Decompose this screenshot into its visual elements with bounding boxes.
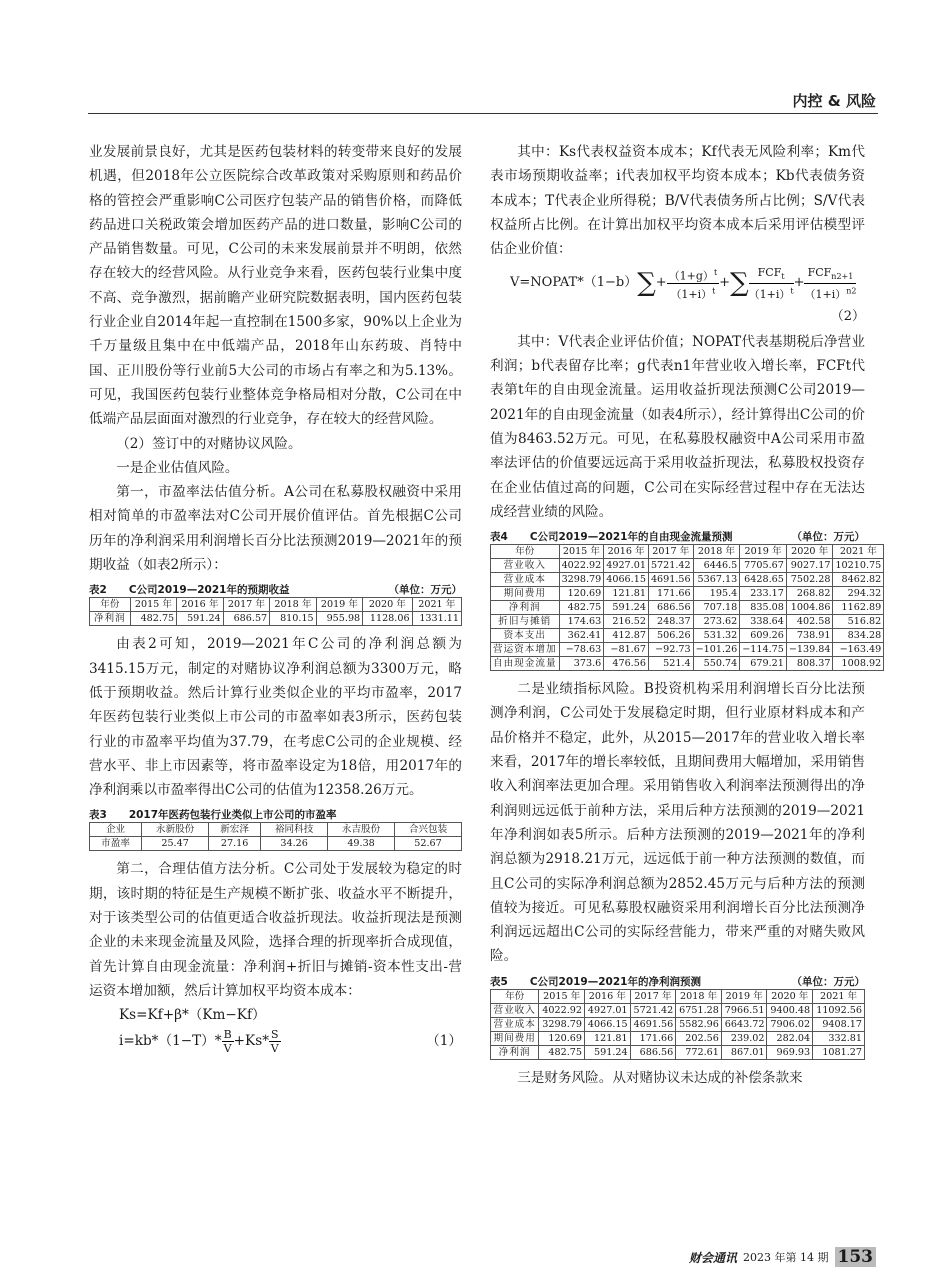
table-cell: 营运资本增加 xyxy=(491,643,560,657)
table-row xyxy=(491,573,884,587)
table-cell: 6446.5 xyxy=(693,559,740,573)
table-cell: 营业成本 xyxy=(491,1017,539,1031)
table-cell: 9400.48 xyxy=(767,1003,813,1017)
table-cell: 9027.17 xyxy=(786,559,833,573)
table-cell: 1128.06 xyxy=(363,612,412,626)
table-cell: 营业成本 xyxy=(491,573,560,587)
paragraph: 二是业绩指标风险。B投资机构采用利润增长百分比法预测净利润，C公司处于发展稳定时期，但行业原材料成本和产品价格并不稳定，此外，从2015—2017年的营业收入增长率来看，2017年的增长率较低，且期间费用大幅增加，采用销售收入利润率法更加合理。采用销售收入利润率法预测得出的净利润则远远低于前种方法，采用后种方法预测的2019—2021年净利润如表5所示。后种方法预测的2019—2021年的净利润总额为2918.21万元，远远低于前一种方法预测的数值，而且C公司的实际净利润总额为2852.45万元与后种方法的预测值较为接近。可见私募股权融资采用利润增长百分比法预测净利润远远超出C公司的实际经营能力，带来严重的对赌失败风险。 xyxy=(490,681,865,965)
table-cell: 273.62 xyxy=(693,615,740,629)
table-cell: 5721.42 xyxy=(630,1003,676,1017)
table-cell: 6428.65 xyxy=(740,573,787,587)
table-cell: 550.74 xyxy=(693,657,740,671)
table-cell: 资本支出 xyxy=(491,629,560,643)
table-cell: −81.67 xyxy=(604,643,649,657)
formula-text: V=NOPAT*（1−b） xyxy=(510,275,638,291)
table-row xyxy=(491,1031,865,1045)
table-cell: 332.81 xyxy=(813,1031,865,1045)
table-cell: 373.6 xyxy=(559,657,604,671)
table-cell: 7906.02 xyxy=(767,1017,813,1031)
table-cell: 自由现金流量 xyxy=(491,657,560,671)
table-row xyxy=(491,1045,865,1059)
table-cell: 120.69 xyxy=(539,1031,585,1045)
table-header-cell: 2016 年 xyxy=(604,545,649,559)
table-header-cell: 2021 年 xyxy=(412,598,461,612)
table-cell: 营业收入 xyxy=(491,559,560,573)
table-cell: 4022.92 xyxy=(559,559,604,573)
table-cell: 7966.51 xyxy=(721,1003,767,1017)
table-cell: 686.56 xyxy=(630,1045,676,1059)
table-cell: 591.24 xyxy=(584,1045,630,1059)
table-row xyxy=(491,657,884,671)
table-cell: 482.75 xyxy=(130,612,177,626)
table-header-cell: 年份 xyxy=(491,989,539,1003)
table-cell: 11092.56 xyxy=(813,1003,865,1017)
table-title: C公司2019—2021年的预期收益 xyxy=(128,584,290,597)
table-cell: 4066.15 xyxy=(584,1017,630,1031)
table-cell: 1162.89 xyxy=(833,601,884,615)
table-cell: 362.41 xyxy=(559,629,604,643)
table-header-cell: 2018 年 xyxy=(270,598,317,612)
table-cell: 482.75 xyxy=(559,601,604,615)
table-header-cell: 2020 年 xyxy=(767,989,813,1003)
table-cell: 4927.01 xyxy=(604,559,649,573)
paragraph: 其中：Ks代表权益资本成本；Kf代表无风险利率；Km代表市场预期收益率；i代表加权平均资本成本；Kb代表债务资本成本；T代表企业所得税；B/V代表债务所占比例；S/V代表权益所占比例。在计算出加权平均资本成本后采用评估模型评估企业价值： xyxy=(490,144,865,258)
table3-caption xyxy=(89,808,462,822)
table-cell: 867.01 xyxy=(721,1045,767,1059)
sum-symbol: ∑ xyxy=(730,268,749,299)
table-cell: 591.24 xyxy=(177,612,224,626)
table-header-cell: 永吉股份 xyxy=(328,823,395,837)
table-label: 表2 xyxy=(89,584,107,597)
fraction-fcf: $\frac{FCF_t}{(1+i)^t}$ xyxy=(748,266,794,301)
table-cell: 969.93 xyxy=(767,1045,813,1059)
formula-valuation: V=NOPAT*（1−b） ∑ + $\frac{(1+g)^t}{(1+i)^t}$ + ∑ $\frac{FCF_t}{(1+i)^t}$ + $\frac{FCF_{n2+1}}{(1+i)^{n2}}$ xyxy=(510,266,857,301)
paragraph: 第二，合理估值方法分析。C公司处于发展较为稳定的时期，该时期的特征是生产规模不断扩张、收益水平不断提升，对于该类型公司的估值更适合收益折现法。收益折现法是预测企业的未来现金流量及风险，选择合理的折现率折合成现值，首先计算自由现金流量：净利润+折旧与摊销-资本性支出-营运资本增加额，然后计算加权平均资本成本： xyxy=(89,861,462,999)
table-row xyxy=(491,587,884,601)
table-cell: 市盈率 xyxy=(90,837,142,851)
table-header-cell: 2020 年 xyxy=(786,545,833,559)
paragraph: （2）签订中的对赌协议风险。 xyxy=(116,435,302,452)
table-label: 表3 xyxy=(89,809,107,822)
table-unit: （单位：万元） xyxy=(388,584,462,597)
table-cell: 835.08 xyxy=(740,601,787,615)
table-cell: 686.56 xyxy=(648,601,693,615)
table-label: 表4 xyxy=(490,531,508,544)
table-cell: 248.37 xyxy=(648,615,693,629)
table-cell: 609.26 xyxy=(740,629,787,643)
page-footer xyxy=(689,1247,876,1267)
table-header-row xyxy=(491,545,884,559)
fraction-terminal: $\frac{FCF_{n2+1}}{(1+i)^{n2}}$ xyxy=(804,266,857,301)
table-cell: 516.82 xyxy=(833,615,884,629)
page-number: 153 xyxy=(835,1247,877,1267)
table-cell: 216.52 xyxy=(604,615,649,629)
table-cell: 482.75 xyxy=(539,1045,585,1059)
fraction-s-v: $\frac{S}{V}$ xyxy=(270,1027,279,1055)
formula-text: i=kb*（1−T）* xyxy=(119,1032,222,1049)
fraction-growth: $\frac{(1+g)^t}{(1+i)^t}$ xyxy=(668,268,718,301)
table-title: C公司2019—2021年的净利润预测 xyxy=(529,975,701,988)
table-cell: −92.73 xyxy=(648,643,693,657)
table-row xyxy=(491,643,884,657)
table-header-cell: 2019 年 xyxy=(740,545,787,559)
table-cell: 171.66 xyxy=(630,1031,676,1045)
table-cell: 531.32 xyxy=(693,629,740,643)
table-header-cell: 2019 年 xyxy=(721,989,767,1003)
equation-number: （1） xyxy=(426,1032,462,1049)
table-cell: 233.17 xyxy=(740,587,787,601)
table-cell: 34.26 xyxy=(261,837,328,851)
table-row xyxy=(90,837,462,851)
fraction-b-v: $\frac{B}{V}$ xyxy=(223,1027,232,1055)
table-cell: 294.32 xyxy=(833,587,884,601)
table-header-row xyxy=(491,989,865,1003)
table-header-cell: 2017 年 xyxy=(630,989,676,1003)
table-header-cell: 2016 年 xyxy=(177,598,224,612)
formula-text: +Ks* xyxy=(233,1032,269,1049)
table-cell: −78.63 xyxy=(559,643,604,657)
issue-label: 2023 年第 14 期 xyxy=(743,1251,829,1264)
table-cell: 202.56 xyxy=(676,1031,722,1045)
table-row xyxy=(90,612,462,626)
table-header-cell: 2015 年 xyxy=(539,989,585,1003)
table-header-cell: 合兴包装 xyxy=(395,823,462,837)
table2-caption xyxy=(89,583,462,597)
table-row xyxy=(491,615,884,629)
table4-caption xyxy=(490,530,865,544)
table-cell: 3298.79 xyxy=(539,1017,585,1031)
formula-i xyxy=(89,1028,462,1055)
table-header-row xyxy=(90,823,462,837)
table-cell: 591.24 xyxy=(604,601,649,615)
table-cell: 期间费用 xyxy=(491,1031,539,1045)
table-cell: 营业收入 xyxy=(491,1003,539,1017)
table-cell: −139.84 xyxy=(786,643,833,657)
table-cell: 4691.56 xyxy=(630,1017,676,1031)
table-cell: 402.58 xyxy=(786,615,833,629)
paragraph: 第一，市盈率法估值分析。A公司在私募股权融资中采用相对简单的市盈率法对C公司开展价值评估。首先根据C公司历年的净利润采用利润增长百分比法预测2019—2021年的预期收益（如表2所示）： xyxy=(89,484,462,574)
table4 xyxy=(490,544,884,671)
table-cell: 174.63 xyxy=(559,615,604,629)
table-cell: 期间费用 xyxy=(491,587,560,601)
table-header-cell: 永新股份 xyxy=(142,823,209,837)
table-cell: −163.49 xyxy=(833,643,884,657)
table-cell: 折旧与摊销 xyxy=(491,615,560,629)
table5-caption xyxy=(490,975,865,989)
sum-symbol: ∑ xyxy=(637,268,656,299)
table-header-row xyxy=(90,598,462,612)
table-cell: 5367.13 xyxy=(693,573,740,587)
table-cell: 239.02 xyxy=(721,1031,767,1045)
table-header-cell: 2019 年 xyxy=(316,598,363,612)
table-cell: 120.69 xyxy=(559,587,604,601)
table-cell: 834.28 xyxy=(833,629,884,643)
table-cell: 25.47 xyxy=(142,837,209,851)
section-title: 内控 & 风险 xyxy=(792,92,876,110)
table-cell: 955.98 xyxy=(316,612,363,626)
table-header-cell: 2017 年 xyxy=(648,545,693,559)
equation-number: （2） xyxy=(830,309,865,325)
magazine-name: 财会通讯 xyxy=(689,1250,738,1265)
table-cell: 772.61 xyxy=(676,1045,722,1059)
table-header-cell: 年份 xyxy=(491,545,560,559)
table-header-cell: 企业 xyxy=(90,823,142,837)
table-unit: （单位：万元） xyxy=(791,975,865,988)
table-cell: 1331.11 xyxy=(412,612,461,626)
table-cell: 净利润 xyxy=(491,1045,539,1059)
table-header-cell: 2021 年 xyxy=(833,545,884,559)
paragraph: 三是财务风险。从对赌协议未达成的补偿条款来 xyxy=(517,1069,803,1086)
table-label: 表5 xyxy=(490,975,508,988)
table-cell: 521.4 xyxy=(648,657,693,671)
table-cell: 810.15 xyxy=(270,612,317,626)
table-row xyxy=(491,601,884,615)
table-cell: 171.66 xyxy=(648,587,693,601)
table-cell: 7502.28 xyxy=(786,573,833,587)
table-cell: 10210.75 xyxy=(833,559,884,573)
table2 xyxy=(89,597,462,626)
paragraph: 其中：V代表企业评估价值；NOPAT代表基期税后净营业利润；b代表留存比率；g代表n1年营业收入增长率，FCFt代表第t年的自由现金流量。运用收益折现法预测C公司2019—2021年的自由现金流量（如表4所示），经计算得出C公司的价值为8463.52万元。可见，在私募股权融资中A公司采用市盈率法评估的价值要远远高于采用收益折现法，私募股权投资存在企业估值过高的问题，C公司在实际经营过程中存在无法达成经营业绩的风险。 xyxy=(490,333,865,520)
table-cell: 9408.17 xyxy=(813,1017,865,1031)
paragraph: 一是企业估值风险。 xyxy=(116,459,239,476)
table-cell: 49.38 xyxy=(328,837,395,851)
table-cell: 338.64 xyxy=(740,615,787,629)
table-cell: 707.18 xyxy=(693,601,740,615)
table-cell: 3298.79 xyxy=(559,573,604,587)
table-cell: 1008.92 xyxy=(833,657,884,671)
table-header-cell: 2018 年 xyxy=(693,545,740,559)
table-cell: 476.56 xyxy=(604,657,649,671)
table-header-cell: 2020 年 xyxy=(363,598,412,612)
table-cell: 121.81 xyxy=(604,587,649,601)
table-cell: 1081.27 xyxy=(813,1045,865,1059)
table-header-cell: 2015 年 xyxy=(559,545,604,559)
table-header-cell: 2016 年 xyxy=(584,989,630,1003)
table-cell: 738.91 xyxy=(786,629,833,643)
table-unit: （单位：万元） xyxy=(791,531,865,544)
table-cell: 808.37 xyxy=(786,657,833,671)
table-cell: 4927.01 xyxy=(584,1003,630,1017)
table-cell: 121.81 xyxy=(584,1031,630,1045)
table-cell: 6643.72 xyxy=(721,1017,767,1031)
table-cell: 27.16 xyxy=(209,837,261,851)
table-cell: 195.4 xyxy=(693,587,740,601)
table-cell: 净利润 xyxy=(491,601,560,615)
table-header-cell: 2018 年 xyxy=(676,989,722,1003)
header-rule xyxy=(88,113,878,114)
table-cell: 679.21 xyxy=(740,657,787,671)
table-header-cell: 年份 xyxy=(90,598,131,612)
table-header-cell: 2015 年 xyxy=(130,598,177,612)
table-title: C公司2019—2021年的自由现金流量预测 xyxy=(529,531,733,544)
right-column xyxy=(490,140,882,1090)
table3 xyxy=(89,822,462,851)
table-row xyxy=(491,1017,865,1031)
table-cell: 4691.56 xyxy=(648,573,693,587)
table-header-cell: 2017 年 xyxy=(223,598,270,612)
table-cell: 412.87 xyxy=(604,629,649,643)
paragraph: 业发展前景良好，尤其是医药包装材料的转变带来良好的发展机遇，但2018年公立医院综合改革政策对采购原则和药品价格的管控会严重影响C公司医疗包装产品的销售价格，而降低药品进口关税政策会增加医药产品的进口数量，影响C公司的产品销售数量。可见，C公司的未来发展前景并不明朗，依然存在较大的经营风险。从行业竞争来看，医药包装行业集中度不高、竞争激烈，据前瞻产业研究院数据表明，国内医药包装行业企业自2014年起一直控制在1500多家，90%以上企业为千万量级且集中在中低端产品，2018年山东药玻、肖特中国、正川股份等行业前5大公司的市场占有率之和为5.13%。可见，我国医药包装行业整体竞争格局相对分散，C公司在中低端产品层面面对激烈的行业竞争，存在较大的经营风险。 xyxy=(89,144,462,428)
left-column xyxy=(89,140,462,1055)
table-cell: 8462.82 xyxy=(833,573,884,587)
table-title: 2017年医药包装行业类似上市公司的市盈率 xyxy=(128,809,337,822)
table-cell: 6751.28 xyxy=(676,1003,722,1017)
table-header-cell: 2021 年 xyxy=(813,989,865,1003)
table-cell: 净利润 xyxy=(90,612,131,626)
table-cell: 4066.15 xyxy=(604,573,649,587)
table-cell: −101.26 xyxy=(693,643,740,657)
table-cell: 7705.67 xyxy=(740,559,787,573)
formula-ks: Ks=Kf+β*（Km−Kf） xyxy=(119,1007,266,1024)
table-row xyxy=(491,559,884,573)
table-cell: 1004.86 xyxy=(786,601,833,615)
table-cell: 52.67 xyxy=(395,837,462,851)
table-row xyxy=(491,629,884,643)
paragraph: 由表2可知，2019—2021年C公司的净利润总额为3415.15万元，制定的对赌协议净利润总额为3300万元，略低于预期收益。然后计算行业类似企业的平均市盈率，2017年医药包装行业类似上市公司的市盈率如表3所示，医药包装行业的市盈率平均值为37.79，在考虑C公司的企业规模、经营水平、非上市因素等，将市盈率设定为18倍，用2017年的净利润乘以市盈率得出C公司的估值为12358.26万元。 xyxy=(89,636,462,799)
table5 xyxy=(490,989,865,1060)
table-cell: 5582.96 xyxy=(676,1017,722,1031)
table-cell: 506.26 xyxy=(648,629,693,643)
table-cell: −114.75 xyxy=(740,643,787,657)
table-cell: 4022.92 xyxy=(539,1003,585,1017)
table-cell: 5721.42 xyxy=(648,559,693,573)
table-cell: 268.82 xyxy=(786,587,833,601)
table-cell: 282.04 xyxy=(767,1031,813,1045)
table-header-cell: 新宏泽 xyxy=(209,823,261,837)
table-header-cell: 裕同科技 xyxy=(261,823,328,837)
table-row xyxy=(491,1003,865,1017)
table-cell: 686.57 xyxy=(223,612,270,626)
